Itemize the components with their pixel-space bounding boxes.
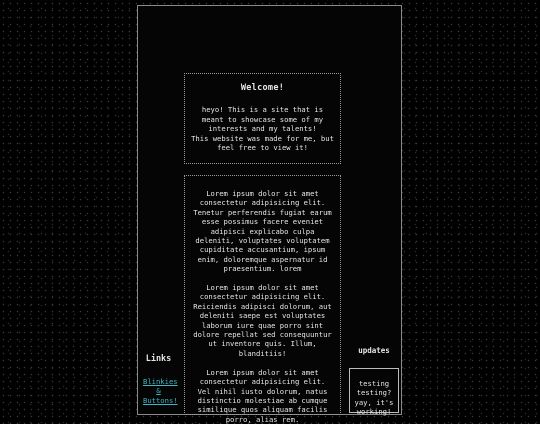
updates-text: testing testing? yay, it's working! (354, 379, 394, 417)
welcome-box (184, 73, 341, 164)
links-list (143, 377, 178, 405)
content-box (184, 175, 341, 424)
welcome-text-1: heyo! This is a site that is meant to showcase some of my interests and my talents! (201, 105, 324, 134)
link-blinkies-buttons[interactable]: Blinkies & Buttons! (143, 377, 178, 405)
content-paragraph: Lorem ipsum dolor sit amet consectetur adipisicing elit. Vel nihil iusto dolorum, natus distinctio molestiae ab cumque similique quos aliquam facilis porro, alias rem. (197, 367, 328, 424)
welcome-title: Welcome! (240, 83, 285, 93)
updates-title: updates (358, 346, 390, 355)
links-title: Links (145, 354, 172, 364)
content-paragraph: Lorem ipsum dolor sit amet consectetur adipisicing elit. Reiciendis adipisci dolorum, aut deleniti saepe est voluptates laborum iure quae porro sint dolore repellat sed consequuntur ut inventore quis. Illum, blanditiis! (193, 283, 332, 358)
content-paragraph: Lorem ipsum dolor sit amet consectetur adipisicing elit. Tenetur perferendis fugiat earum esse possimus facere eveniet adipisci explicabo culpa deleniti, voluptates voluptatem cupiditate accusantium, ipsum enim, doloremque aspernatur id praesentium. lorem (193, 189, 332, 274)
welcome-text-2: This website was made for me, but feel free to view it! (191, 133, 334, 153)
updates-box (349, 368, 399, 417)
